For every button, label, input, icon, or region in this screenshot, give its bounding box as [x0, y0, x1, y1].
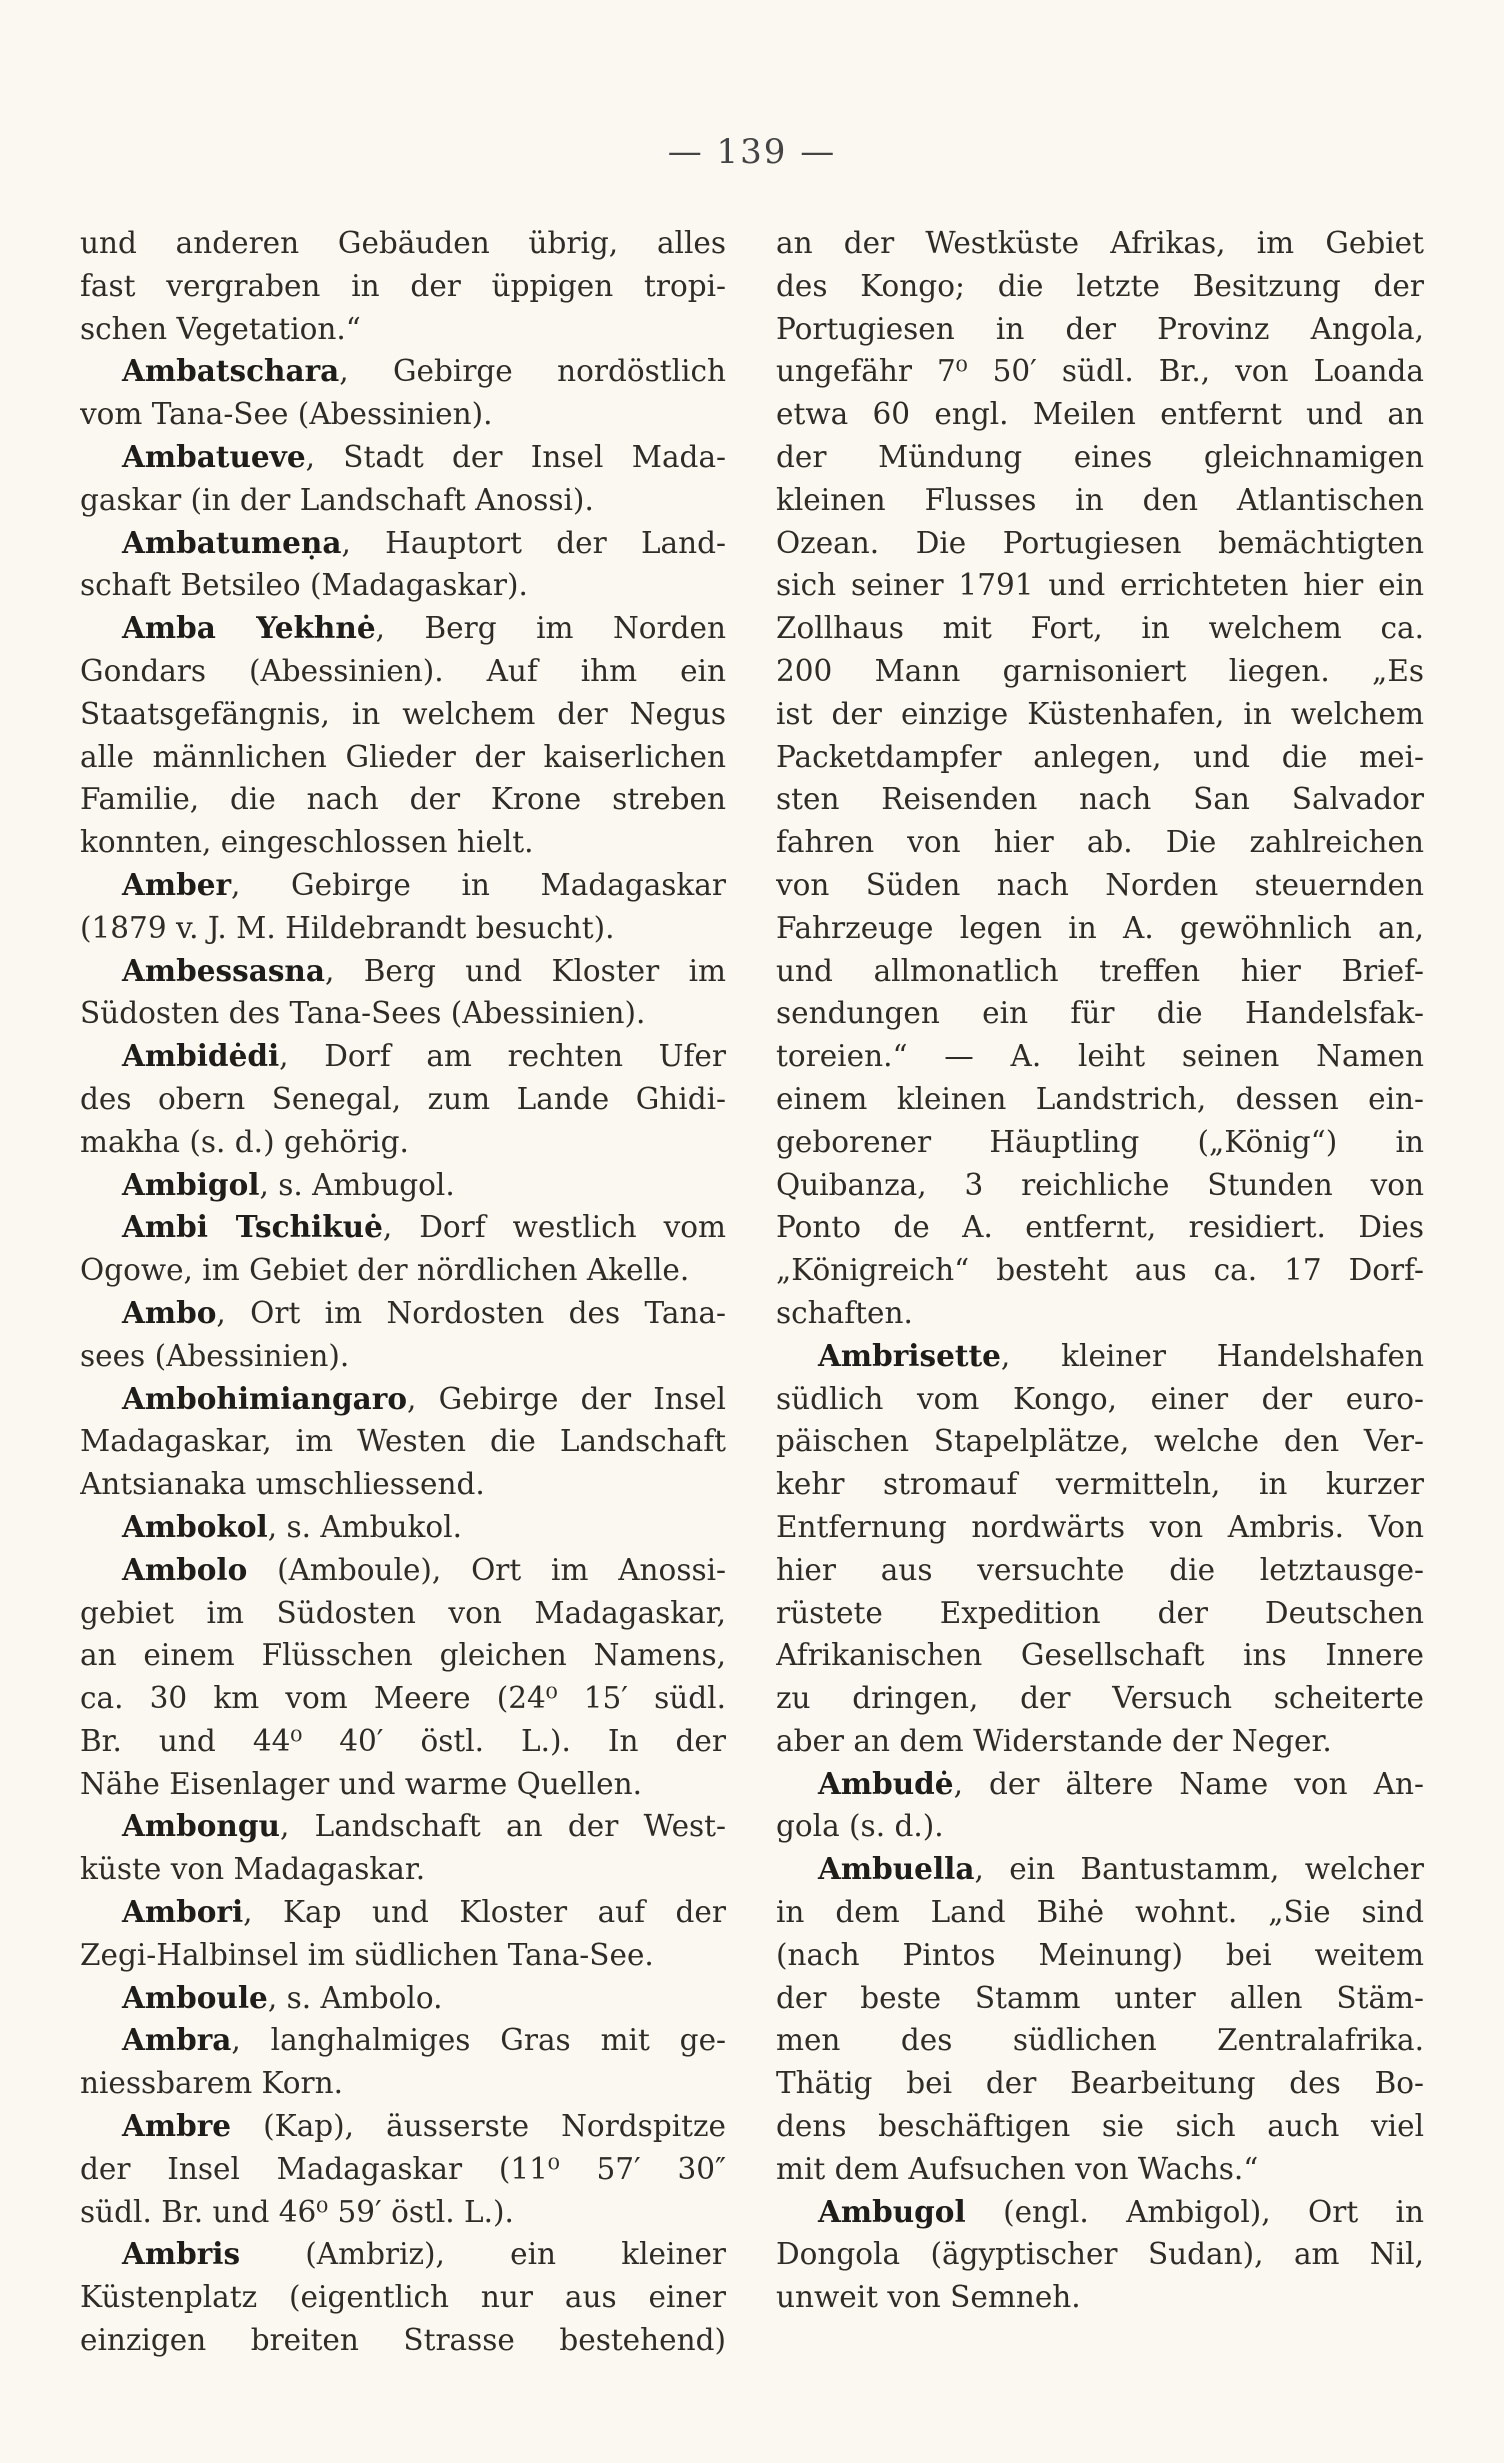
text-line — [80, 479, 726, 522]
text-line — [80, 2319, 726, 2362]
entry-headword: Ambugol — [818, 2193, 966, 2229]
line-text: ungefähr 7⁰ 50′ südl. Br., von Loanda — [776, 354, 1424, 389]
text-line — [776, 2148, 1424, 2191]
line-text: Portugiesen in der Provinz Angola, — [776, 311, 1424, 346]
line-text: Antsianaka umschliessend. — [80, 1467, 485, 1502]
line-text: , Gebirge in Madagaskar — [231, 867, 726, 902]
entry-headword: Ambudė — [818, 1765, 954, 1801]
entry-headword: Ambi Tschikuė — [122, 1209, 383, 1245]
line-text: dens beschäftigen sie sich auch viel — [776, 2109, 1424, 2144]
text-line — [776, 1164, 1424, 1207]
text-line — [80, 2148, 726, 2191]
line-text: Zegi-Halbinsel im südlichen Tana-See. — [80, 1937, 654, 1972]
text-line — [80, 950, 726, 993]
line-text: men des südlichen Zentralafrika. — [776, 2023, 1424, 2058]
line-text: mit dem Aufsuchen von Wachs.“ — [776, 2151, 1259, 2186]
text-line — [80, 1035, 726, 1078]
text-line — [80, 393, 726, 436]
line-text: , Gebirge nordöstlich — [339, 354, 726, 389]
line-text: gola (s. d.). — [776, 1809, 944, 1844]
entry-headword: Ambongu — [122, 1808, 280, 1844]
text-line — [80, 2233, 726, 2276]
text-line — [80, 1634, 726, 1677]
line-text: sendungen ein für die Handelsfak- — [776, 996, 1424, 1031]
text-line — [776, 736, 1424, 779]
line-text: von Süden nach Norden steuernden — [776, 867, 1424, 902]
text-line — [80, 1506, 726, 1549]
line-text: Afrikanischen Gesellschaft ins Innere — [776, 1638, 1424, 1673]
line-text: Nähe Eisenlager und warme Quellen. — [80, 1766, 642, 1801]
line-text: sten Reisenden nach San Salvador — [776, 782, 1424, 817]
line-text: alle männlichen Glieder der kaiserlichen — [80, 739, 726, 774]
entry-headword: Ambra — [122, 2022, 232, 2058]
text-line — [776, 2191, 1424, 2234]
line-text: , s. Ambugol. — [259, 1167, 455, 1202]
line-text: Ozean. Die Portugiesen bemächtigten — [776, 525, 1424, 560]
text-line — [80, 308, 726, 351]
line-text: und anderen Gebäuden übrig, alles — [80, 226, 726, 260]
entry-headword: Ambrisette — [818, 1337, 1001, 1373]
text-line — [80, 1206, 726, 1249]
entry-headword: Ambuella — [818, 1851, 975, 1887]
text-line — [80, 1549, 726, 1592]
line-text: ist der einzige Küstenhafen, in welchem — [776, 696, 1424, 731]
line-text: kehr stromauf vermitteln, in kurzer — [776, 1467, 1424, 1502]
text-line — [80, 1121, 726, 1164]
line-text: toreien.“ — A. leiht seinen Namen — [776, 1039, 1424, 1074]
text-line — [80, 1378, 726, 1421]
line-text: einem kleinen Landstrich, dessen ein- — [776, 1081, 1424, 1116]
text-line — [80, 1934, 726, 1977]
line-text: , der ältere Name von An- — [953, 1766, 1424, 1801]
text-line — [80, 350, 726, 393]
text-line — [80, 1805, 726, 1848]
line-text: , langhalmiges Gras mit ge- — [231, 2023, 726, 2058]
text-line — [80, 1592, 726, 1635]
line-text: küste von Madagaskar. — [80, 1852, 426, 1887]
text-line — [80, 1335, 726, 1378]
line-text: unweit von Semneh. — [776, 2280, 1081, 2315]
text-line — [80, 1292, 726, 1335]
text-line — [776, 1335, 1424, 1378]
line-text: , Stadt der Insel Mada- — [305, 439, 726, 474]
entry-headword: Ambatueve — [122, 438, 306, 474]
text-line — [80, 1763, 726, 1806]
line-text: schaften. — [776, 1295, 913, 1330]
line-text: , Dorf am rechten Ufer — [279, 1039, 726, 1074]
line-text: einzigen breiten Strasse bestehend) — [80, 2323, 726, 2358]
entry-headword: Ambolo — [122, 1551, 248, 1587]
line-text: etwa 60 engl. Meilen entfernt und an — [776, 397, 1424, 432]
line-text: 200 Mann garnisoniert liegen. „Es — [776, 653, 1424, 688]
line-text: (Amboule), Ort im Anossi- — [247, 1552, 726, 1587]
text-line — [776, 479, 1424, 522]
entry-headword: Ambatschara — [122, 353, 340, 389]
line-text: päischen Stapelplätze, welche den Ver- — [776, 1424, 1424, 1459]
entry-headword: Ambatumeṇa — [122, 524, 342, 560]
line-text: Madagaskar, im Westen die Landschaft — [80, 1424, 726, 1459]
text-line — [776, 1420, 1424, 1463]
line-text: südl. Br. und 46⁰ 59′ östl. L.). — [80, 2194, 514, 2229]
text-line — [80, 222, 726, 265]
entry-headword: Ambidėdi — [122, 1038, 280, 1074]
text-line — [776, 2062, 1424, 2105]
line-text: , Berg im Norden — [375, 611, 726, 646]
line-text: des Kongo; die letzte Besitzung der — [776, 268, 1424, 303]
text-line — [776, 1634, 1424, 1677]
text-line — [776, 821, 1424, 864]
line-text: Küstenplatz (eigentlich nur aus einer — [80, 2280, 726, 2315]
text-line — [80, 1420, 726, 1463]
right-column — [776, 222, 1424, 2319]
text-line — [776, 1121, 1424, 1164]
line-text: vom Tana-See (Abessinien). — [80, 397, 493, 432]
text-line — [776, 393, 1424, 436]
text-line — [776, 222, 1424, 265]
text-line — [776, 1378, 1424, 1421]
line-text: sees (Abessinien). — [80, 1338, 350, 1373]
text-line — [80, 564, 726, 607]
text-line — [776, 607, 1424, 650]
entry-headword: Ambre — [122, 2108, 232, 2144]
line-text: niessbarem Korn. — [80, 2066, 344, 2101]
text-line — [776, 1078, 1424, 1121]
line-text: an der Westküste Afrikas, im Gebiet — [776, 226, 1424, 260]
text-line — [80, 1977, 726, 2020]
left-column — [80, 222, 726, 2362]
text-line — [80, 2276, 726, 2319]
line-text: , kleiner Handelshafen — [1000, 1338, 1424, 1373]
text-line — [776, 1592, 1424, 1635]
line-text: schen Vegetation.“ — [80, 311, 361, 346]
text-line — [80, 265, 726, 308]
line-text: „Königreich“ besteht aus ca. 17 Dorf- — [776, 1253, 1424, 1288]
text-line — [80, 1463, 726, 1506]
line-text: rüstete Expedition der Deutschen — [776, 1595, 1424, 1630]
text-line — [80, 1164, 726, 1207]
entry-headword: Ambessasna — [122, 952, 325, 988]
line-text: , Dorf westlich vom — [382, 1210, 726, 1245]
line-text: konnten, eingeschlossen hielt. — [80, 825, 534, 860]
text-line — [776, 778, 1424, 821]
text-line — [776, 1934, 1424, 1977]
text-line — [776, 1805, 1424, 1848]
line-text: , Hauptort der Land- — [341, 525, 726, 560]
line-text: an einem Flüsschen gleichen Namens, — [80, 1638, 726, 1673]
text-line — [776, 1720, 1424, 1763]
line-text: Packetdampfer anlegen, und die mei- — [776, 739, 1424, 774]
line-text: des obern Senegal, zum Lande Ghidi- — [80, 1081, 726, 1116]
line-text: zu dringen, der Versuch scheiterte — [776, 1681, 1424, 1716]
entry-headword: Amba Yekhnė — [122, 610, 376, 646]
line-text: Entfernung nordwärts von Ambris. Von — [776, 1509, 1424, 1544]
line-text: der Mündung eines gleichnamigen — [776, 439, 1424, 474]
entry-headword: Ambigol — [122, 1166, 260, 1202]
text-line — [776, 1549, 1424, 1592]
text-line — [80, 650, 726, 693]
line-text: (engl. Ambigol), Ort in — [965, 2194, 1424, 2229]
line-text: Familie, die nach der Krone streben — [80, 782, 726, 817]
text-line — [776, 1035, 1424, 1078]
text-line — [776, 308, 1424, 351]
line-text: , Kap und Kloster auf der — [243, 1895, 726, 1930]
line-text: der beste Stamm unter allen Stäm- — [776, 1980, 1424, 2015]
line-text: , Ort im Nordosten des Tana- — [216, 1295, 726, 1330]
text-line — [80, 778, 726, 821]
entry-headword: Ambris — [122, 2236, 241, 2272]
text-line — [80, 2105, 726, 2148]
line-text: (Kap), äusserste Nordspitze — [231, 2109, 726, 2144]
line-text: makha (s. d.) gehörig. — [80, 1124, 409, 1159]
entry-headword: Amber — [122, 866, 232, 902]
entry-headword: Ambokol — [122, 1508, 268, 1544]
text-line — [776, 2019, 1424, 2062]
text-line — [80, 1891, 726, 1934]
line-text: (Ambriz), ein kleiner — [240, 2237, 726, 2272]
line-text: Zollhaus mit Fort, in welchem ca. — [776, 611, 1424, 646]
text-line — [776, 1977, 1424, 2020]
text-line — [776, 1506, 1424, 1549]
entry-headword: Ambo — [122, 1294, 217, 1330]
line-text: Quibanza, 3 reichliche Stunden von — [776, 1167, 1424, 1202]
text-line — [776, 992, 1424, 1035]
line-text: in dem Land Bihė wohnt. „Sie sind — [776, 1895, 1424, 1930]
text-line — [80, 736, 726, 779]
line-text: aber an dem Widerstande der Neger. — [776, 1723, 1332, 1758]
text-line — [80, 1720, 726, 1763]
entry-headword: Ambori — [122, 1894, 244, 1930]
text-line — [776, 1463, 1424, 1506]
text-line — [776, 2105, 1424, 2148]
text-line — [776, 693, 1424, 736]
text-line — [776, 1891, 1424, 1934]
line-text: gaskar (in der Landschaft Anossi). — [80, 482, 594, 517]
text-line — [776, 1763, 1424, 1806]
line-text: (1879 v. J. M. Hildebrandt besucht). — [80, 910, 615, 945]
text-line — [776, 650, 1424, 693]
line-text: fahren von hier ab. Die zahlreichen — [776, 825, 1424, 860]
text-line — [776, 265, 1424, 308]
text-line — [80, 607, 726, 650]
text-line — [776, 1848, 1424, 1891]
text-line — [776, 522, 1424, 565]
text-line — [776, 950, 1424, 993]
line-text: , s. Ambolo. — [267, 1980, 443, 2015]
line-text: südlich vom Kongo, einer der euro- — [776, 1381, 1424, 1416]
text-line — [776, 1249, 1424, 1292]
line-text: Ogowe, im Gebiet der nördlichen Akelle. — [80, 1253, 690, 1288]
text-line — [776, 564, 1424, 607]
text-line — [776, 2233, 1424, 2276]
text-line — [80, 436, 726, 479]
text-line — [80, 2191, 726, 2234]
line-text: Thätig bei der Bearbeitung des Bo- — [776, 2066, 1424, 2101]
text-line — [80, 1677, 726, 1720]
entry-headword: Amboule — [122, 1979, 268, 2015]
line-text: , Gebirge der Insel — [407, 1381, 726, 1416]
line-text: Gondars (Abessinien). Auf ihm ein — [80, 653, 726, 688]
text-line — [80, 1078, 726, 1121]
line-text: Fahrzeuge legen in A. gewöhnlich an, — [776, 910, 1424, 945]
text-line — [776, 2276, 1424, 2319]
line-text: gebiet im Südosten von Madagaskar, — [80, 1595, 726, 1630]
line-text: fast vergraben in der üppigen tropi- — [80, 268, 726, 303]
text-line — [80, 1249, 726, 1292]
line-text: (nach Pintos Meinung) bei weitem — [776, 1937, 1424, 1972]
text-line — [80, 907, 726, 950]
line-text: Dongola (ägyptischer Sudan), am Nil, — [776, 2237, 1424, 2272]
line-text: Ponto de A. entfernt, residiert. Dies — [776, 1210, 1424, 1245]
line-text: geborener Häuptling („König“) in — [776, 1124, 1424, 1159]
text-line — [776, 350, 1424, 393]
line-text: Südosten des Tana-Sees (Abessinien). — [80, 996, 646, 1031]
line-text: hier aus versuchte die letztausge- — [776, 1552, 1424, 1587]
text-line — [80, 2019, 726, 2062]
line-text: , s. Ambukol. — [267, 1509, 462, 1544]
text-line — [776, 1677, 1424, 1720]
text-line — [80, 2062, 726, 2105]
line-text: sich seiner 1791 und errichteten hier ein — [776, 568, 1424, 603]
line-text: und allmonatlich treffen hier Brief- — [776, 953, 1424, 988]
page-number: — 139 — — [667, 132, 837, 172]
text-line — [776, 436, 1424, 479]
line-text: , Berg und Kloster im — [325, 953, 726, 988]
text-line — [776, 1206, 1424, 1249]
text-line — [80, 821, 726, 864]
text-line — [80, 1848, 726, 1891]
line-text: Br. und 44⁰ 40′ östl. L.). In der — [80, 1723, 726, 1758]
text-line — [80, 992, 726, 1035]
line-text: schaft Betsileo (Madagaskar). — [80, 568, 528, 603]
line-text: Staatsgefängnis, in welchem der Negus — [80, 696, 726, 731]
line-text: der Insel Madagaskar (11⁰ 57′ 30″ — [80, 2151, 726, 2186]
text-line — [80, 864, 726, 907]
text-line — [80, 693, 726, 736]
line-text: , ein Bantustamm, welcher — [974, 1852, 1424, 1887]
entry-headword: Ambohimiangaro — [122, 1380, 408, 1416]
line-text: ca. 30 km vom Meere (24⁰ 15′ südl. — [80, 1681, 726, 1716]
text-line — [776, 864, 1424, 907]
text-line — [80, 522, 726, 565]
line-text: kleinen Flusses in den Atlantischen — [776, 482, 1424, 517]
line-text: , Landschaft an der West- — [279, 1809, 726, 1844]
text-line — [776, 907, 1424, 950]
text-line — [776, 1292, 1424, 1335]
